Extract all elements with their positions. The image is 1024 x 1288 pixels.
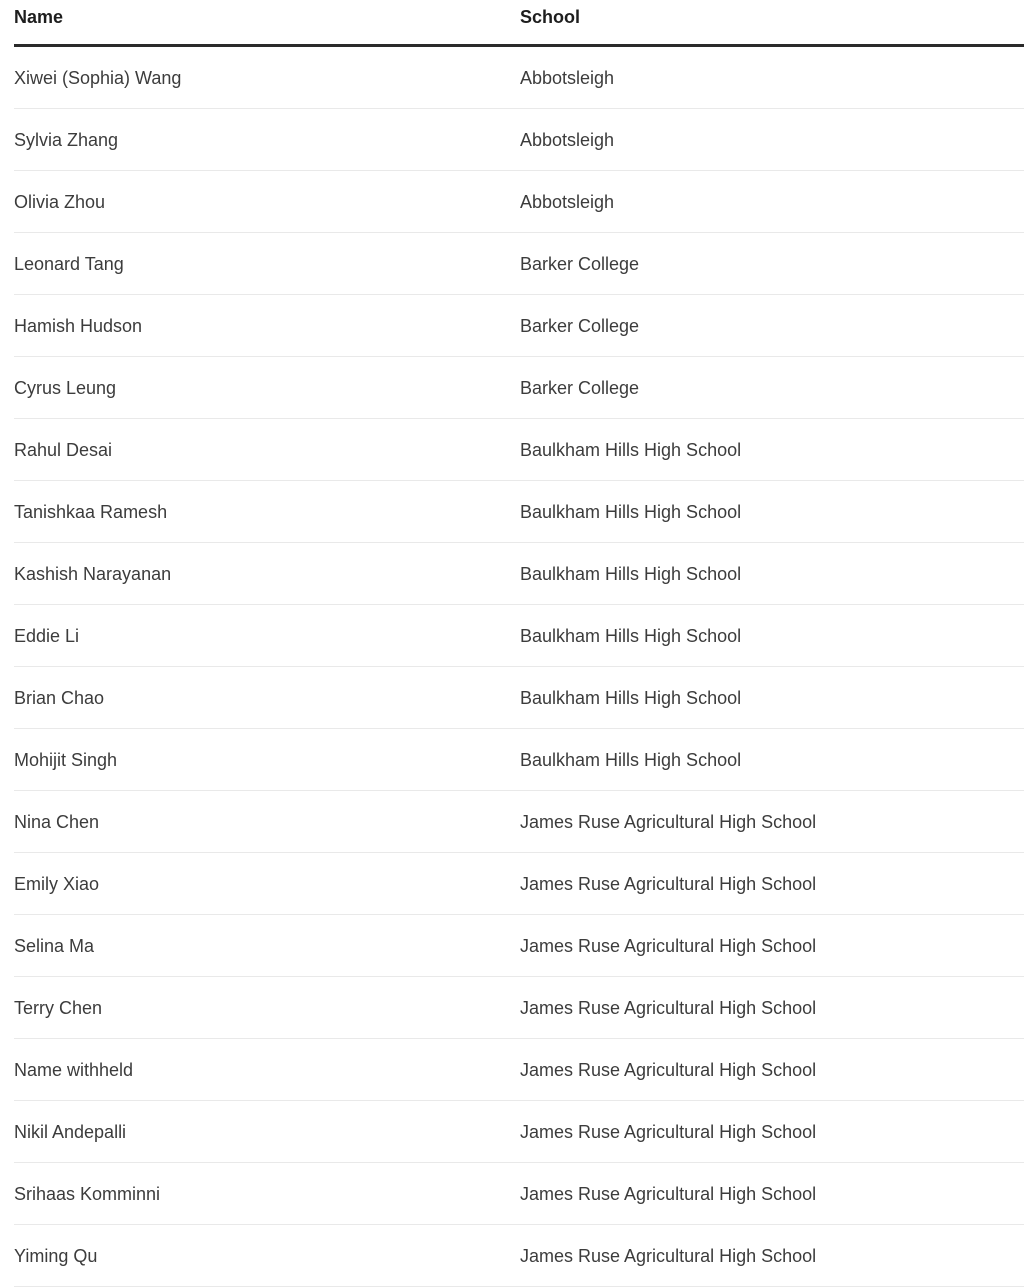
school-cell: James Ruse Agricultural High School [520, 1225, 1024, 1287]
student-name-cell: Kashish Narayanan [14, 543, 520, 605]
student-name-cell: Cyrus Leung [14, 357, 520, 419]
table-row [14, 419, 1024, 481]
school-cell: James Ruse Agricultural High School [520, 915, 1024, 977]
school-cell: Barker College [520, 295, 1024, 357]
student-name-cell: Yiming Qu [14, 1225, 520, 1287]
table-row [14, 729, 1024, 791]
school-cell: Baulkham Hills High School [520, 481, 1024, 543]
school-cell: James Ruse Agricultural High School [520, 1101, 1024, 1163]
header-row [14, 0, 1024, 46]
table-row [14, 791, 1024, 853]
table-row [14, 1225, 1024, 1287]
student-name-cell: Nikil Andepalli [14, 1101, 520, 1163]
table-row [14, 1101, 1024, 1163]
school-cell: Baulkham Hills High School [520, 667, 1024, 729]
school-cell: Abbotsleigh [520, 171, 1024, 233]
school-cell: James Ruse Agricultural High School [520, 853, 1024, 915]
student-name-cell: Nina Chen [14, 791, 520, 853]
student-name-cell: Selina Ma [14, 915, 520, 977]
student-name-cell: Sylvia Zhang [14, 109, 520, 171]
table-row [14, 543, 1024, 605]
table-row [14, 171, 1024, 233]
table-row [14, 109, 1024, 171]
column-header-name: Name [14, 0, 520, 46]
student-name-cell: Terry Chen [14, 977, 520, 1039]
student-name-cell: Name withheld [14, 1039, 520, 1101]
student-name-cell: Emily Xiao [14, 853, 520, 915]
table-row [14, 977, 1024, 1039]
school-cell: Barker College [520, 233, 1024, 295]
student-name-cell: Hamish Hudson [14, 295, 520, 357]
table-body [14, 46, 1024, 1287]
student-name-cell: Mohijit Singh [14, 729, 520, 791]
student-name-cell: Olivia Zhou [14, 171, 520, 233]
student-name-cell: Xiwei (Sophia) Wang [14, 46, 520, 109]
school-cell: James Ruse Agricultural High School [520, 1039, 1024, 1101]
school-cell: James Ruse Agricultural High School [520, 1163, 1024, 1225]
school-cell: James Ruse Agricultural High School [520, 791, 1024, 853]
table-row [14, 915, 1024, 977]
school-cell: Barker College [520, 357, 1024, 419]
school-cell: Baulkham Hills High School [520, 729, 1024, 791]
table-row [14, 1039, 1024, 1101]
student-name-cell: Srihaas Komminni [14, 1163, 520, 1225]
table-row [14, 853, 1024, 915]
table-row [14, 357, 1024, 419]
student-name-cell: Eddie Li [14, 605, 520, 667]
column-header-school: School [520, 0, 1024, 46]
table-row [14, 481, 1024, 543]
school-cell: Baulkham Hills High School [520, 543, 1024, 605]
school-cell: Baulkham Hills High School [520, 605, 1024, 667]
school-cell: James Ruse Agricultural High School [520, 977, 1024, 1039]
table-row [14, 667, 1024, 729]
student-name-cell: Leonard Tang [14, 233, 520, 295]
table-row [14, 605, 1024, 667]
school-cell: Abbotsleigh [520, 46, 1024, 109]
student-name-cell: Brian Chao [14, 667, 520, 729]
student-name-cell: Rahul Desai [14, 419, 520, 481]
table-row [14, 1163, 1024, 1225]
table-row [14, 46, 1024, 109]
school-cell: Baulkham Hills High School [520, 419, 1024, 481]
table-row [14, 233, 1024, 295]
student-name-cell: Tanishkaa Ramesh [14, 481, 520, 543]
table-header [14, 0, 1024, 46]
students-table [14, 0, 1024, 1287]
table-row [14, 295, 1024, 357]
school-cell: Abbotsleigh [520, 109, 1024, 171]
